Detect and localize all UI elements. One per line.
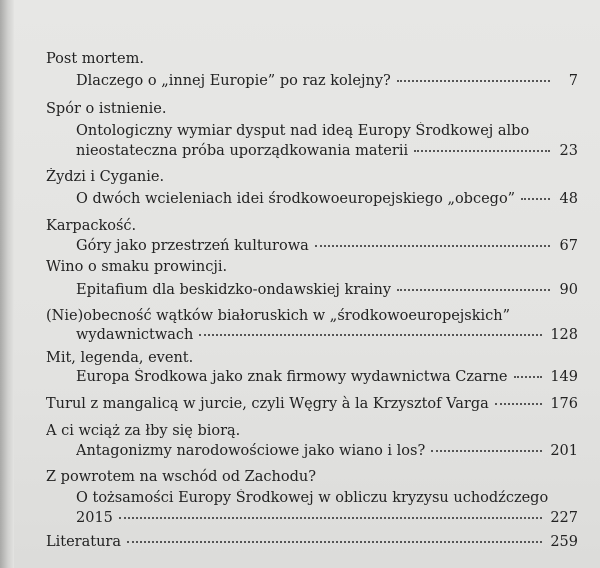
toc-page-number: 259 — [550, 534, 578, 550]
dot-leader — [495, 403, 543, 405]
toc-entry-title: Z powrotem na wschód od Zachodu? — [46, 469, 316, 485]
toc-entry-title: Turul z mangalicą w jurcie, czyli Węgry à la Krzysztof Varga — [46, 396, 489, 412]
toc-page-number: 128 — [550, 327, 578, 343]
toc-entry-subtitle: Dlaczego o „innej Europie” po raz kolejny? — [76, 73, 391, 89]
dot-leader — [521, 198, 550, 200]
toc-entry-title: Literatura — [46, 534, 121, 550]
toc-entry-title: (Nie)obecność wątków białoruskich w „środkowoeuropejskich” — [46, 308, 511, 324]
toc-entry-subtitle: Ontologiczny wymiar dysput nad ideą Europy Środkowej albo — [76, 123, 530, 139]
toc-entry-title: Post mortem. — [46, 51, 144, 67]
toc-entry-subtitle: wydawnictwach — [76, 327, 194, 343]
toc-entry-title: Karpackość. — [46, 218, 137, 234]
dot-leader — [414, 150, 550, 152]
toc-page-number: 67 — [559, 238, 578, 254]
page-gutter-shadow — [0, 0, 14, 568]
toc-entry-title: Wino o smaku prowincji. — [46, 259, 228, 275]
toc-entry-title: Żydzi i Cyganie. — [46, 169, 165, 185]
toc-entry-subtitle: Epitafium dla beskidzko-ondawskiej krainy — [76, 282, 392, 298]
toc-entry-subtitle: 2015 — [76, 510, 113, 526]
toc-entry-subtitle: O dwóch wcieleniach idei środkowoeuropejskiego „obcego” — [76, 191, 516, 207]
toc-page-number: 176 — [550, 396, 578, 412]
dot-leader — [397, 80, 550, 82]
dot-leader — [127, 541, 542, 543]
dot-leader — [119, 517, 542, 519]
toc-page-number: 23 — [559, 143, 578, 159]
dot-leader — [397, 289, 550, 291]
toc-page-number: 227 — [550, 510, 578, 526]
toc-page-number: 201 — [550, 443, 578, 459]
dot-leader — [199, 334, 542, 336]
dot-leader — [315, 245, 550, 247]
toc-entry-title: Mit, legenda, event. — [46, 350, 194, 366]
toc-entry-subtitle: Europa Środkowa jako znak firmowy wydawnictwa Czarne — [76, 369, 508, 385]
toc-page-number: 90 — [559, 282, 578, 298]
toc-entry-subtitle: O tożsamości Europy Środkowej w obliczu kryzysu uchodźczego — [76, 490, 549, 506]
toc-entry-subtitle: Antagonizmy narodowościowe jako wiano i los? — [76, 443, 426, 459]
toc-entry-subtitle: Góry jako przestrzeń kulturowa — [76, 238, 309, 254]
toc-entry-subtitle: nieostateczna próba uporządkowania materii — [76, 143, 409, 159]
toc-page-number: 149 — [550, 369, 578, 385]
dot-leader — [431, 450, 542, 452]
toc-entry-title: A ci wciąż za łby się biorą. — [46, 423, 241, 439]
toc-page-number: 7 — [568, 73, 578, 89]
toc-entry-title: Spór o istnienie. — [46, 101, 167, 117]
dot-leader — [514, 376, 543, 378]
toc-page-number: 48 — [559, 191, 578, 207]
